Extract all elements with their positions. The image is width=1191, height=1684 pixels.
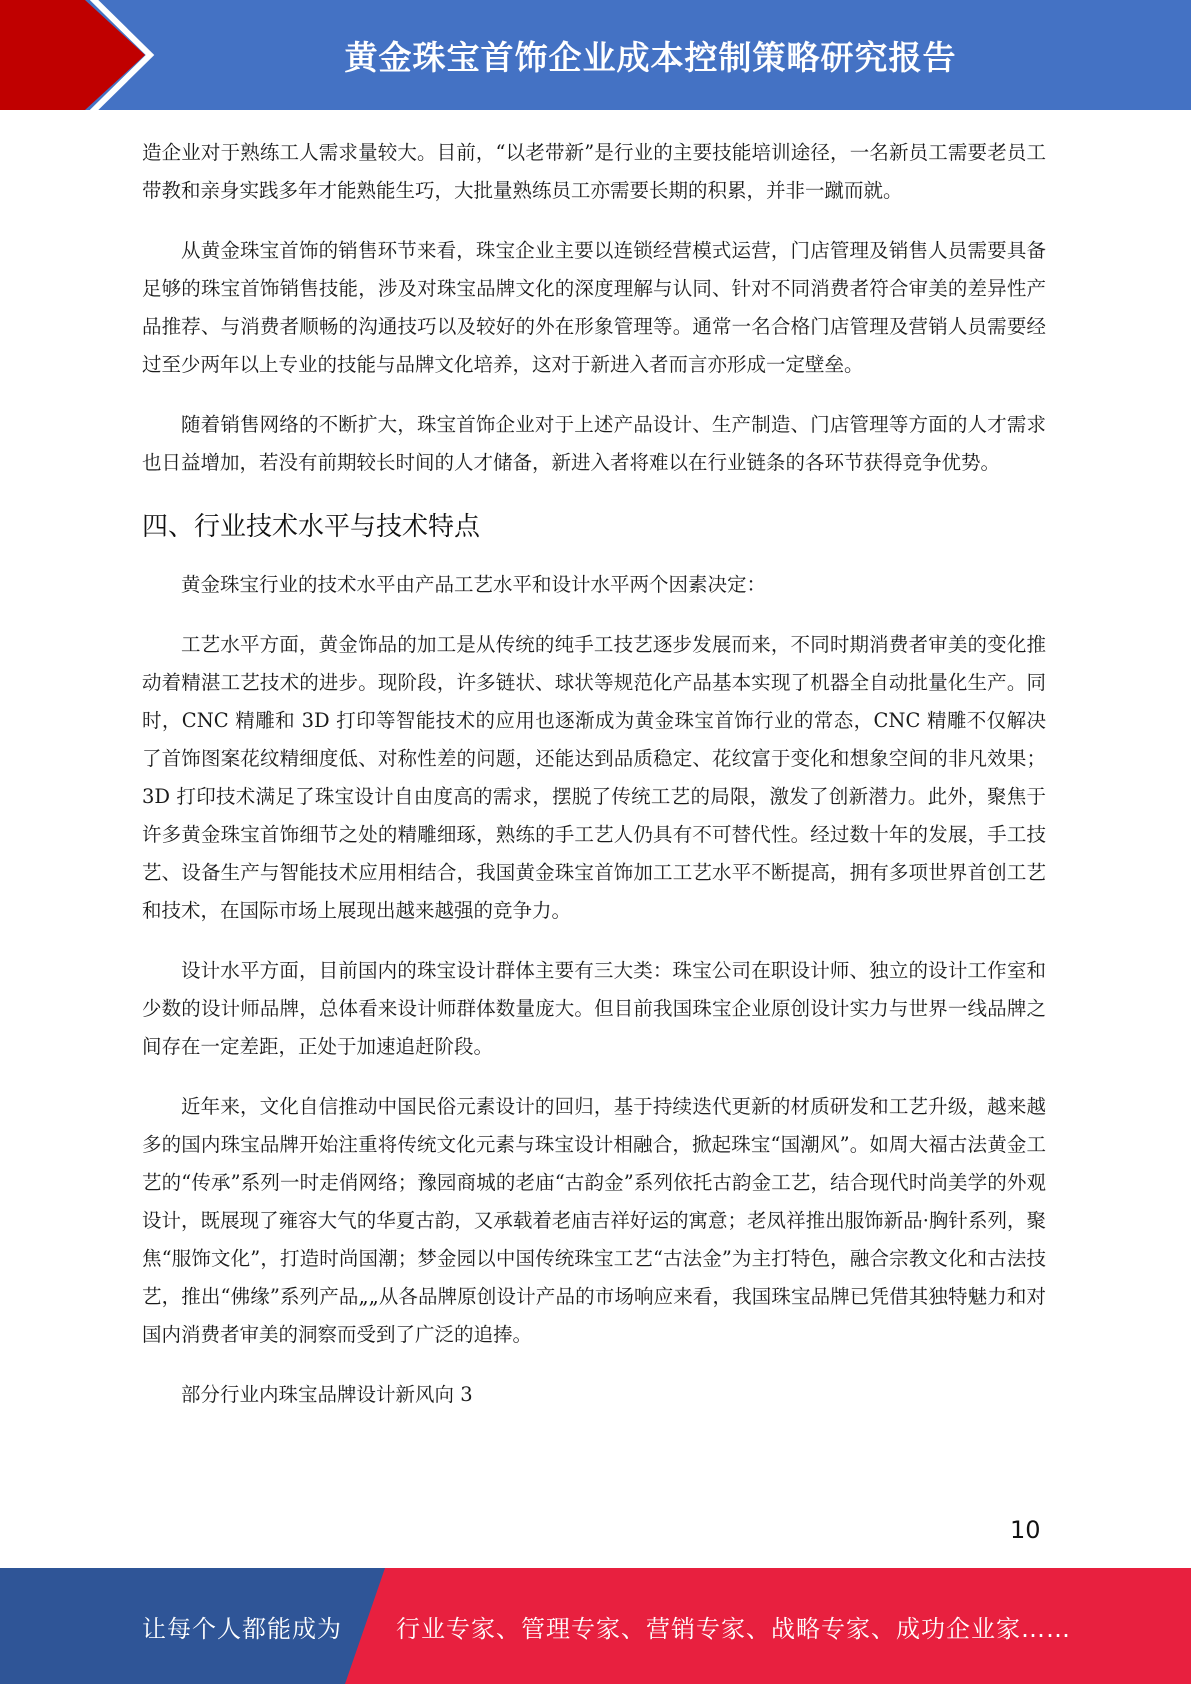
page-footer [0, 1568, 1191, 1684]
figure-caption: 部分行业内珠宝品牌设计新风向 3 [181, 1383, 473, 1406]
header-red-chevron [0, 0, 145, 110]
paragraph-talent: 随着销售网络的不断扩大，珠宝首饰企业对于上述产品设计、生产制造、门店管理等方面的人才需求也日益增加，若没有前期较长时间的人才储备，新进入者将难以在行业链条的各环节获得竞争优势。 [142, 413, 1046, 474]
page-number: 10 [1010, 1516, 1041, 1544]
document-body [142, 134, 1046, 1436]
paragraph-craft: 工艺水平方面，黄金饰品的加工是从传统的纯手工技艺逐步发展而来，不同时期消费者审美的变化推动着精湛工艺技术的进步。现阶段，许多链状、球状等规范化产品基本实现了机器全自动批量化生产。同时，CNC 精雕和 3D 打印等智能技术的应用也逐渐成为黄金珠宝首饰行业的常态，CNC 精雕不仅解决了首饰图案花纹精细度低、对称性差的问题，还能达到品质稳定、花纹富于变化和想象空间的非凡效果；3D 打印技术满足了珠宝设计自由度高的需求，摆脱了传统工艺的局限，激发了创新潜力。此外，聚焦于许多黄金珠宝首饰细节之处的精雕细琢，熟练的手工艺人仍具有不可替代性。经过数十年的发展，手工技艺、设备生产与智能技术应用相结合，我国黄金珠宝首饰加工工艺水平不断提高，拥有多项世界首创工艺和技术，在国际市场上展现出越来越强的竞争力。 [142, 633, 1046, 922]
paragraph-tech-intro: 黄金珠宝行业的技术水平由产品工艺水平和设计水平两个因素决定： [181, 573, 767, 596]
paragraph-guochao: 近年来，文化自信推动中国民俗元素设计的回归，基于持续迭代更新的材质研发和工艺升级，越来越多的国内珠宝品牌开始注重将传统文化元素与珠宝设计相融合，掀起珠宝“国潮风”。如周大福古法黄金工艺的“传承”系列一时走俏网络；豫园商城的老庙“古韵金”系列依托古韵金工艺，结合现代时尚美学的外观设计，既展现了雍容大气的华夏古韵，又承载着老庙吉祥好运的寓意；老凤祥推出服饰新品·胸针系列，聚焦“服饰文化”，打造时尚国潮；梦金园以中国传统珠宝工艺“古法金”为主打特色，融合宗教文化和古法技艺，推出“佛缘”系列产品„„从各品牌原创设计产品的市场响应来看，我国珠宝品牌已凭借其独特魅力和对国内消费者审美的洞察而受到了广泛的追捧。 [142, 1095, 1046, 1346]
paragraph-design: 设计水平方面，目前国内的珠宝设计群体主要有三大类：珠宝公司在职设计师、独立的设计工作室和少数的设计师品牌，总体看来设计师群体数量庞大。但目前我国珠宝企业原创设计实力与世界一线品牌之间存在一定差距，正处于加速追赶阶段。 [142, 959, 1046, 1058]
paragraph-continued: 造企业对于熟练工人需求量较大。目前，“以老带新”是行业的主要技能培训途径，一名新员工需要老员工带教和亲身实践多年才能熟能生巧，大批量熟练员工亦需要长期的积累，并非一蹴而就。 [142, 141, 1046, 202]
section-heading: 四、行业技术水平与技术特点 [142, 512, 481, 542]
report-title: 黄金珠宝首饰企业成本控制策略研究报告 [344, 37, 957, 77]
footer-slogan-left: 让每个人都能成为 [142, 1614, 342, 1643]
footer-slogan-right: 行业专家、管理专家、营销专家、战略专家、成功企业家…… [396, 1614, 1071, 1643]
paragraph-sales: 从黄金珠宝首饰的销售环节来看，珠宝企业主要以连锁经营模式运营，门店管理及销售人员需要具备足够的珠宝首饰销售技能，涉及对珠宝品牌文化的深度理解与认同、针对不同消费者符合审美的差异性产品推荐、与消费者顺畅的沟通技巧以及较好的外在形象管理等。通常一名合格门店管理及营销人员需要经过至少两年以上专业的技能与品牌文化培养，这对于新进入者而言亦形成一定壁垒。 [142, 239, 1046, 376]
page-header [0, 0, 1191, 110]
